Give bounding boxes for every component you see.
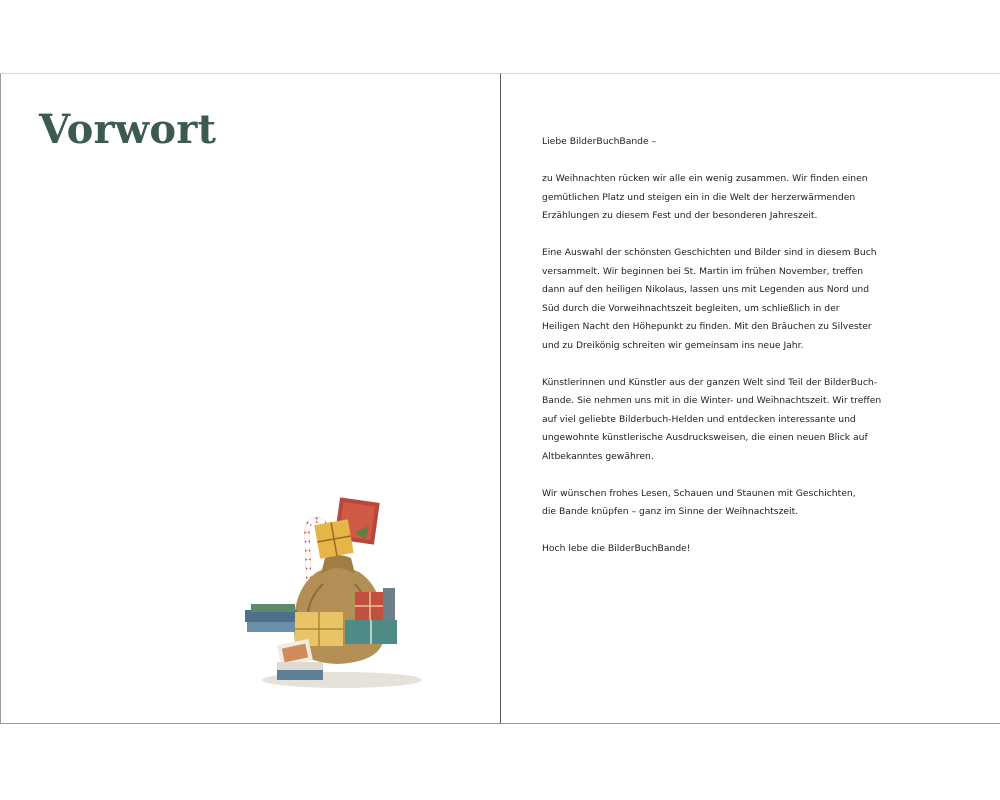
left-page xyxy=(0,73,500,724)
text-line: Eine Auswahl der schönsten Geschichten und Bilder sind in diesem Buch xyxy=(542,247,877,258)
text-line: zu Weihnachten rücken wir alle ein wenig zusammen. Wir finden einen xyxy=(542,173,868,184)
paragraph-2 xyxy=(542,244,877,355)
text-line: Wir wünschen frohes Lesen, Schauen und Staunen mit Geschichten, xyxy=(542,487,856,499)
paragraph-4 xyxy=(542,485,872,522)
page-title: Vorwort xyxy=(39,106,217,153)
text-line: dann auf den heiligen Nikolaus, lassen uns mit Legenden aus Nord und xyxy=(542,284,870,295)
text-line: die Bande knüpfen – ganz im Sinne der Weihnachtszeit. xyxy=(542,506,799,517)
greeting-line: Liebe BilderBuchBande – xyxy=(542,136,657,147)
text-line: Künstlerinnen und Künstler aus der ganzen Welt sind Teil der BilderBuch- xyxy=(542,376,878,388)
text-line: gemütlichen Platz und steigen ein in die Welt der herzerwärmenden xyxy=(542,191,856,203)
text-line: Altbekanntes gewähren. xyxy=(542,450,654,462)
text-line: Süd durch die Vorweihnachtszeit begleiten, um schließlich in der xyxy=(542,302,840,314)
text-line: Heiligen Nacht den Höhepunkt zu finden. Mit den Bräuchen zu Silvester xyxy=(542,321,872,332)
text-line: ungewohnte künstlerische Ausdrucksweisen, die einen neuen Blick auf xyxy=(542,432,868,443)
text-line: versammelt. Wir beginnen bei St. Martin im frühen November, treffen xyxy=(542,265,864,277)
closing-line: Hoch lebe die BilderBuchBande! xyxy=(542,543,691,554)
foreword-text xyxy=(542,133,882,577)
closing xyxy=(542,540,872,559)
paragraph-1 xyxy=(542,170,872,226)
text-line: Erzählungen zu diesem Fest und der besonderen Jahreszeit. xyxy=(542,210,818,221)
greeting xyxy=(542,133,872,152)
text-line: Bande. Sie nehmen uns mit in die Winter- und Weihnachtszeit. Wir treffen xyxy=(542,395,882,406)
text-line: auf viel geliebte Bilderbuch-Helden und entdecken interessante und xyxy=(542,413,856,425)
christmas-sack-illustration xyxy=(237,492,437,692)
paragraph-3 xyxy=(542,374,882,467)
right-page xyxy=(500,73,1000,724)
text-line: und zu Dreikönig schreiten wir gemeinsam ins neue Jahr. xyxy=(542,339,804,351)
